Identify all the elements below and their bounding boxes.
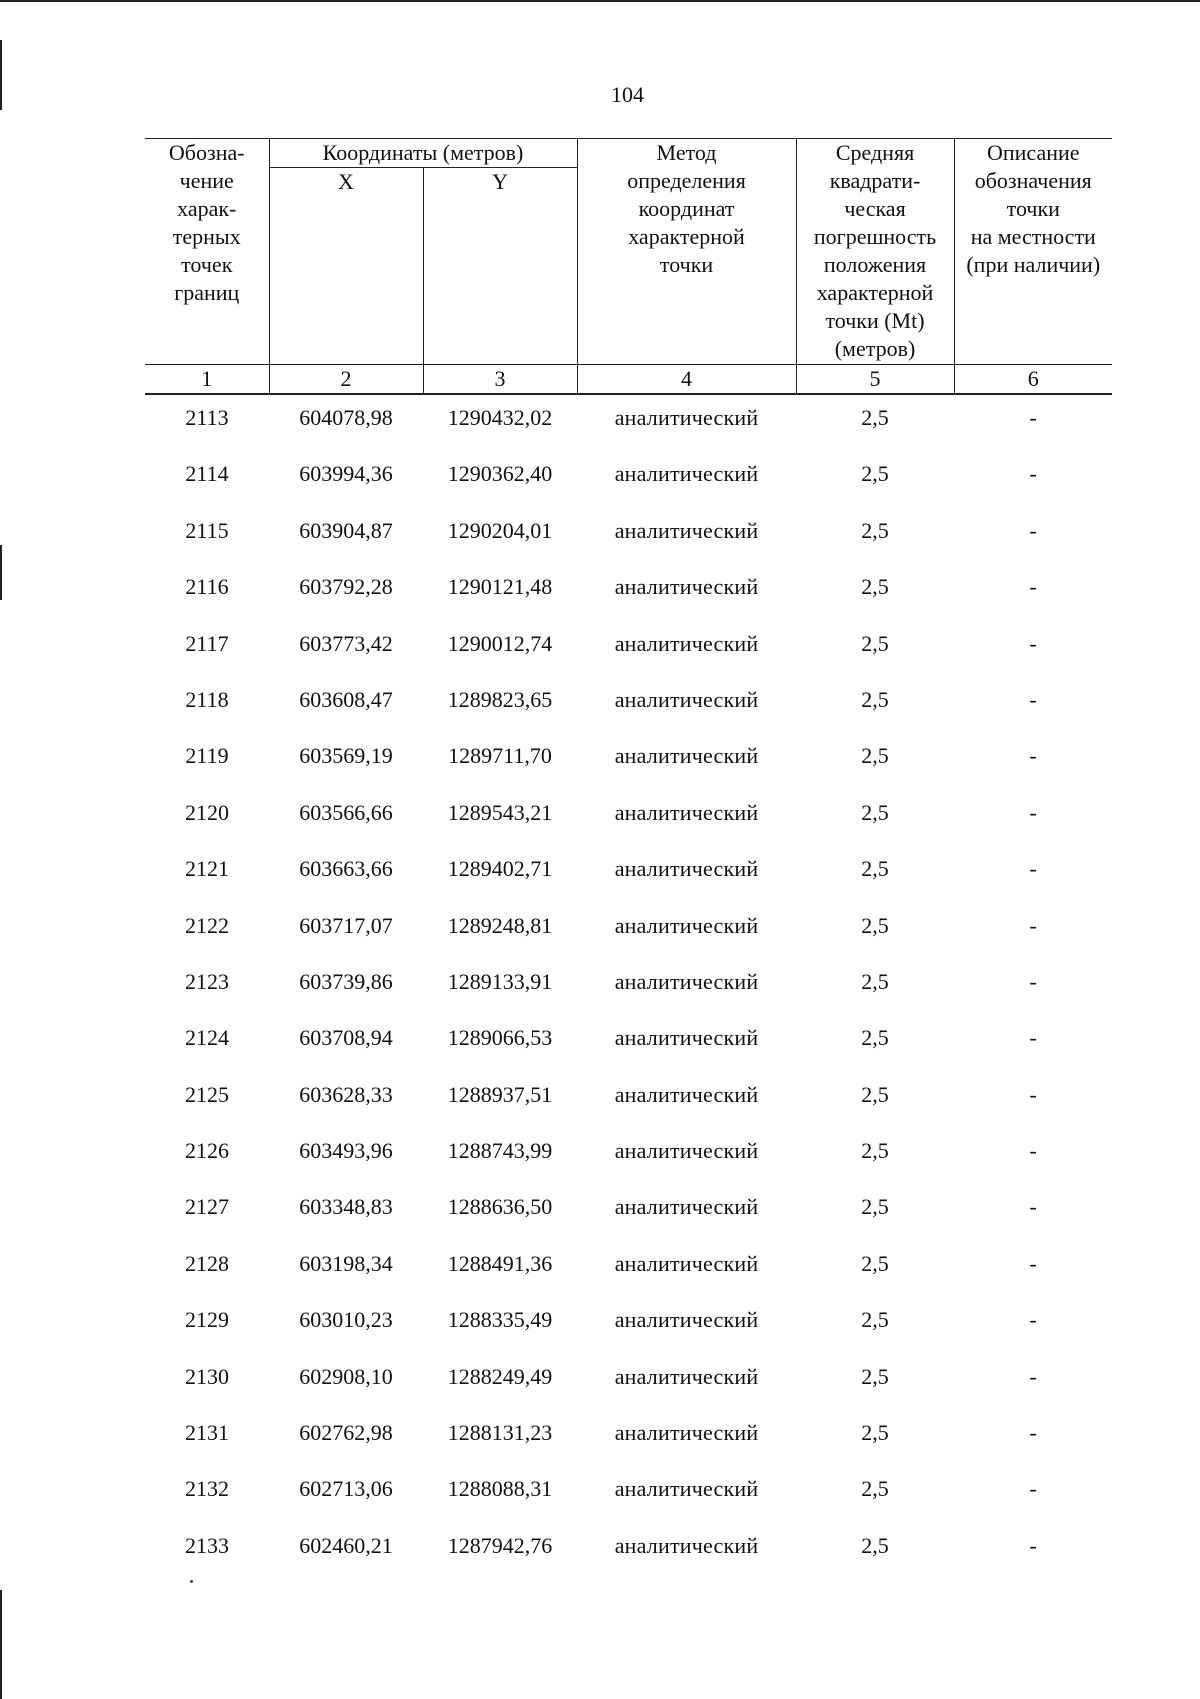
- coord-x: 603717,07: [299, 912, 393, 938]
- coord-y: 1290362,40: [447, 461, 553, 487]
- header-method-line: точки: [659, 252, 714, 277]
- error-value: 2,5: [861, 1250, 889, 1276]
- coord-y: 1289823,65: [447, 686, 553, 712]
- coord-x: 603608,47: [299, 686, 393, 712]
- header-method-line: определения: [627, 168, 746, 193]
- point-id: 2125: [185, 1081, 229, 1107]
- coord-x: 603493,96: [299, 1138, 393, 1164]
- page-top-edge: [0, 0, 1200, 2]
- table-row: [145, 733, 1112, 789]
- description: -: [1029, 630, 1037, 656]
- coord-x: 603566,66: [299, 799, 393, 825]
- header-method-line: Метод: [656, 140, 717, 165]
- point-id: 2130: [185, 1363, 229, 1389]
- description: -: [1029, 517, 1037, 543]
- header-method: [577, 139, 796, 365]
- coord-x: 602908,10: [299, 1363, 393, 1389]
- coordinates-table: [145, 138, 1112, 1579]
- coord-y: 1288743,99: [447, 1138, 553, 1164]
- table-row: [145, 1297, 1112, 1353]
- coord-x: 603348,83: [299, 1194, 393, 1220]
- coord-y: 1287942,76: [447, 1532, 553, 1558]
- table-row: [145, 790, 1112, 846]
- point-id: 2132: [185, 1476, 229, 1502]
- method: аналитический: [614, 1476, 759, 1502]
- point-id: 2122: [185, 912, 229, 938]
- table-row: [145, 508, 1112, 564]
- description: -: [1029, 856, 1037, 882]
- method: аналитический: [614, 1363, 759, 1389]
- description: -: [1029, 1025, 1037, 1051]
- header-designation-line: Обозна-: [168, 140, 245, 165]
- description: -: [1029, 799, 1037, 825]
- header-description: [954, 139, 1112, 365]
- header-error-line: характерной: [816, 280, 934, 305]
- scan-margin-mark: [0, 545, 2, 600]
- header-method-line: характерной: [628, 224, 745, 249]
- point-id: 2124: [185, 1025, 229, 1051]
- point-id: 2117: [185, 630, 229, 656]
- header-designation-line: терных: [172, 224, 241, 249]
- coord-x: 603010,23: [299, 1307, 393, 1333]
- table-row: [145, 1184, 1112, 1240]
- method: аналитический: [614, 1307, 759, 1333]
- header-designation-line: харак-: [177, 196, 237, 221]
- table-row: [145, 1354, 1112, 1410]
- coord-y: 1290012,74: [447, 630, 553, 656]
- header-description-line: на местности: [970, 224, 1096, 249]
- header-coordinates: Координаты (метров): [269, 139, 577, 168]
- method: аналитический: [614, 856, 759, 882]
- header-designation-line: границ: [174, 280, 240, 305]
- method: аналитический: [614, 1025, 759, 1051]
- column-number: 4: [577, 365, 796, 395]
- error-value: 2,5: [861, 405, 889, 430]
- header-error-line: (метров): [834, 336, 916, 361]
- header-description-line: точки: [1006, 196, 1060, 221]
- method: аналитический: [614, 1420, 759, 1446]
- description: -: [1029, 1081, 1037, 1107]
- method: аналитический: [614, 574, 759, 600]
- description: -: [1029, 743, 1037, 769]
- method: аналитический: [614, 1138, 759, 1164]
- header-description-line: Описание: [986, 140, 1080, 165]
- coord-y: 1288131,23: [447, 1420, 553, 1446]
- point-id: 2123: [185, 968, 229, 994]
- header-error-line: Средняя: [835, 140, 915, 165]
- method: аналитический: [614, 1532, 759, 1558]
- point-id: 2127: [185, 1194, 229, 1220]
- method: аналитический: [614, 968, 759, 994]
- error-value: 2,5: [861, 1307, 889, 1333]
- header-y: Y: [423, 168, 577, 365]
- coord-x: 603663,66: [299, 856, 393, 882]
- point-id: 2128: [185, 1250, 229, 1276]
- coord-y: 1289543,21: [447, 799, 553, 825]
- coord-x: 602713,06: [299, 1476, 393, 1502]
- error-value: 2,5: [861, 1420, 889, 1446]
- page-number: 104: [611, 82, 644, 107]
- error-value: 2,5: [861, 968, 889, 994]
- error-value: 2,5: [861, 912, 889, 938]
- coord-x: 603198,34: [299, 1250, 393, 1276]
- table-row: [145, 621, 1112, 677]
- column-number: 1: [145, 365, 269, 395]
- table-row: [145, 1466, 1112, 1522]
- coord-y: 1288335,49: [447, 1307, 553, 1333]
- table-row: [145, 1072, 1112, 1128]
- coord-y: 1290121,48: [447, 574, 553, 600]
- method: аналитический: [614, 912, 759, 938]
- error-value: 2,5: [861, 574, 889, 600]
- coord-y: 1289133,91: [447, 968, 553, 994]
- table-row: [145, 394, 1112, 451]
- error-value: 2,5: [861, 686, 889, 712]
- coord-x: 602460,21: [299, 1532, 393, 1558]
- error-value: 2,5: [861, 461, 889, 487]
- header-error: [796, 139, 954, 365]
- coord-y: 1288636,50: [447, 1194, 553, 1220]
- description: -: [1029, 1194, 1037, 1220]
- coord-y: 1290432,02: [447, 405, 553, 430]
- header-method-line: координат: [638, 196, 735, 221]
- header-error-line: ческая: [844, 196, 906, 221]
- point-id: 2131: [185, 1420, 229, 1446]
- header-error-line: погрешность: [813, 224, 937, 249]
- error-value: 2,5: [861, 1476, 889, 1502]
- table-row: [145, 846, 1112, 902]
- error-value: 2,5: [861, 743, 889, 769]
- error-value: 2,5: [861, 1025, 889, 1051]
- coord-x: 604078,98: [299, 405, 393, 430]
- point-id: 2113: [185, 405, 229, 430]
- table-row: [145, 1241, 1112, 1297]
- table-row: [145, 903, 1112, 959]
- header-error-line: точки (Mt): [825, 308, 925, 333]
- error-value: 2,5: [861, 1081, 889, 1107]
- method: аналитический: [614, 1081, 759, 1107]
- coord-y: 1288491,36: [447, 1250, 553, 1276]
- description: -: [1029, 1363, 1037, 1389]
- table-row: [145, 959, 1112, 1015]
- description: -: [1029, 405, 1037, 430]
- error-value: 2,5: [861, 799, 889, 825]
- table-row: [145, 1523, 1112, 1579]
- coord-y: 1289066,53: [447, 1025, 553, 1051]
- point-id: 2129: [185, 1307, 229, 1333]
- description: -: [1029, 1307, 1037, 1333]
- column-number: 2: [269, 365, 423, 395]
- coord-y: 1288249,49: [447, 1363, 553, 1389]
- coord-x: 603628,33: [299, 1081, 393, 1107]
- coord-x: 602762,98: [299, 1420, 393, 1446]
- header-designation-line: чение: [179, 168, 234, 193]
- coord-x: 603569,19: [299, 743, 393, 769]
- table-row: [145, 1128, 1112, 1184]
- coord-y: 1289402,71: [447, 856, 553, 882]
- coord-x: 603708,94: [299, 1025, 393, 1051]
- method: аналитический: [614, 686, 759, 712]
- point-id: 2116: [185, 574, 229, 600]
- method: аналитический: [614, 517, 759, 543]
- error-value: 2,5: [861, 1138, 889, 1164]
- point-id: 2115: [185, 517, 229, 543]
- error-value: 2,5: [861, 856, 889, 882]
- table-row: [145, 677, 1112, 733]
- description: -: [1029, 1476, 1037, 1502]
- coord-x: 603994,36: [299, 461, 393, 487]
- error-value: 2,5: [861, 517, 889, 543]
- coord-y: 1289711,70: [448, 743, 552, 769]
- table-row: [145, 451, 1112, 507]
- header-error-line: квадрати-: [829, 168, 921, 193]
- column-number: 3: [423, 365, 577, 395]
- method: аналитический: [614, 1194, 759, 1220]
- coord-x: 603792,28: [299, 574, 393, 600]
- scan-speck: [190, 1580, 193, 1583]
- coord-x: 603773,42: [299, 630, 393, 656]
- header-designation: [145, 139, 269, 365]
- coordinates-table-wrapper: [145, 138, 1112, 1579]
- coord-x: 603904,87: [299, 517, 393, 543]
- error-value: 2,5: [861, 1363, 889, 1389]
- point-id: 2121: [185, 856, 229, 882]
- point-id: 2133: [185, 1532, 229, 1558]
- method: аналитический: [614, 405, 759, 430]
- method: аналитический: [614, 743, 759, 769]
- description: -: [1029, 968, 1037, 994]
- description: -: [1029, 912, 1037, 938]
- column-number: 6: [954, 365, 1112, 395]
- description: -: [1029, 574, 1037, 600]
- coord-y: 1290204,01: [447, 517, 553, 543]
- method: аналитический: [614, 630, 759, 656]
- method: аналитический: [614, 461, 759, 487]
- description: -: [1029, 1532, 1037, 1558]
- header-description-line: обозначения: [974, 168, 1092, 193]
- coord-y: 1289248,81: [447, 912, 553, 938]
- description: -: [1029, 686, 1037, 712]
- point-id: 2114: [185, 461, 229, 487]
- description: -: [1029, 1420, 1037, 1446]
- coordinates-table-body: [145, 394, 1112, 1579]
- method: аналитический: [614, 1250, 759, 1276]
- header-description-line: (при наличии): [966, 252, 1101, 277]
- column-numbers-row: [145, 365, 1112, 395]
- description: -: [1029, 1138, 1037, 1164]
- error-value: 2,5: [861, 630, 889, 656]
- error-value: 2,5: [861, 1532, 889, 1558]
- coord-x: 603739,86: [299, 968, 393, 994]
- error-value: 2,5: [861, 1194, 889, 1220]
- point-id: 2118: [185, 686, 229, 712]
- header-x: X: [269, 168, 423, 365]
- description: -: [1029, 1250, 1037, 1276]
- point-id: 2119: [185, 743, 229, 769]
- point-id: 2120: [185, 799, 229, 825]
- coord-y: 1288937,51: [447, 1081, 553, 1107]
- point-id: 2126: [185, 1138, 229, 1164]
- header-error-line: положения: [823, 252, 927, 277]
- column-number: 5: [796, 365, 954, 395]
- table-row: [145, 1410, 1112, 1466]
- coord-y: 1288088,31: [447, 1476, 553, 1502]
- scan-margin-mark: [0, 1590, 2, 1699]
- description: -: [1029, 461, 1037, 487]
- table-row: [145, 564, 1112, 620]
- method: аналитический: [614, 799, 759, 825]
- table-row: [145, 1015, 1112, 1071]
- header-designation-line: точек: [181, 252, 233, 277]
